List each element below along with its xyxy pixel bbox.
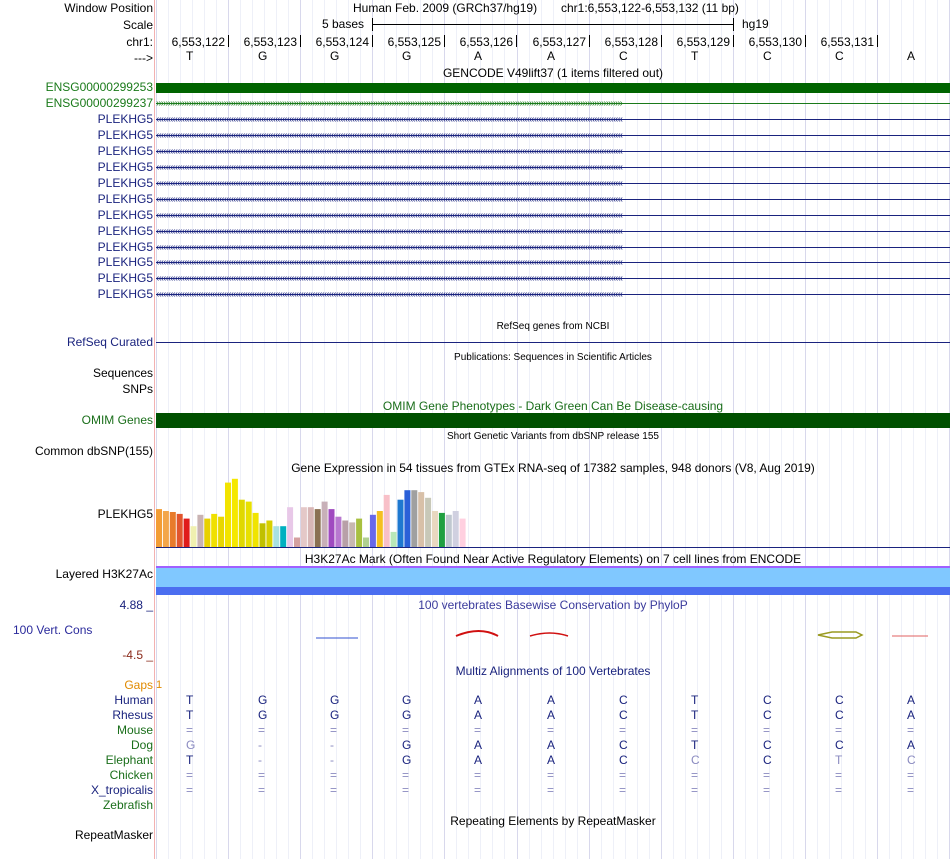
alignment-base: = [619, 783, 627, 797]
alignment-base: G [402, 708, 412, 722]
alignment-base: = [186, 768, 194, 782]
gtex-bar[interactable] [432, 511, 438, 547]
conservation-title[interactable]: 100 vertebrates Basewise Conservation by PhyloP [418, 598, 688, 612]
multiz-title[interactable]: Multiz Alignments of 100 Vertebrates [455, 664, 651, 678]
gencode-intron-line [156, 278, 950, 279]
alignment-base: T [691, 738, 699, 752]
gtex-bar[interactable] [308, 507, 314, 547]
coord-tick [589, 35, 590, 47]
alignment-base: = [547, 723, 555, 737]
gencode-intron-line [156, 135, 950, 136]
gtex-bar[interactable] [266, 521, 272, 548]
gtex-gene-label[interactable]: PLEKHG5 [97, 507, 153, 521]
fine-gridline [613, 0, 614, 859]
alignment-base: T [835, 753, 843, 767]
gencode-item-label[interactable]: PLEKHG5 [97, 287, 153, 301]
gtex-bar[interactable] [273, 526, 279, 547]
coord-tick [300, 35, 301, 47]
gtex-bar[interactable] [232, 479, 238, 547]
repeatmasker-label[interactable]: RepeatMasker [74, 828, 153, 842]
fine-gridline [504, 0, 505, 859]
gencode-item-label[interactable]: PLEKHG5 [97, 160, 153, 174]
scale-bar [372, 24, 733, 25]
gtex-bar[interactable] [260, 523, 266, 547]
fine-gridline [492, 0, 493, 859]
alignment-base: C [835, 708, 844, 722]
coord-label: 6,553,126 [459, 35, 513, 49]
coord-label: 6,553,130 [748, 35, 802, 49]
base-letter[interactable]: A [474, 49, 483, 63]
alignment-base: C [763, 693, 772, 707]
alignment-base: = [330, 723, 338, 737]
alignment-base: = [907, 783, 915, 797]
fine-gridline [240, 0, 241, 859]
gencode-item-label[interactable]: ENSG00000299237 [45, 96, 153, 110]
fine-gridline [601, 0, 602, 859]
fine-gridline [637, 0, 638, 859]
gtex-bar[interactable] [329, 509, 335, 547]
gencode-intron-reverse[interactable] [156, 195, 950, 204]
assembly-title: Human Feb. 2009 (GRCh37/hg19) [353, 1, 538, 15]
alignment-base: - [330, 753, 334, 767]
gtex-bar[interactable] [225, 483, 231, 547]
gtex-bar[interactable] [398, 500, 404, 547]
gtex-bar[interactable] [322, 502, 328, 547]
conservation-min-label: -4.5 _ [122, 648, 153, 662]
coord-tick [372, 35, 373, 47]
alignment-base: C [835, 738, 844, 752]
chrom-label: chr1: [126, 35, 153, 49]
refseq-line[interactable] [156, 342, 950, 343]
gencode-intron-line [156, 262, 950, 263]
gtex-bar[interactable] [246, 502, 252, 547]
base-letter[interactable]: G [258, 49, 268, 63]
gtex-bar-chart[interactable] [156, 476, 950, 550]
gencode-intron-line [156, 247, 950, 248]
alignment-base: T [186, 708, 194, 722]
coord-tick [733, 35, 734, 47]
fine-gridline [757, 0, 758, 859]
coord-label: 6,553,122 [171, 35, 225, 49]
alignment-base: A [474, 738, 483, 752]
gtex-bar[interactable] [370, 515, 376, 547]
coord-label: 6,553,129 [676, 35, 730, 49]
gencode-item-label[interactable]: PLEKHG5 [97, 208, 153, 222]
alignment-base: C [691, 753, 700, 767]
alignment-base: = [330, 768, 338, 782]
fine-gridline [745, 0, 746, 859]
alignment-base: T [186, 753, 194, 767]
gencode-item-label[interactable]: PLEKHG5 [97, 192, 153, 206]
gencode-intron-line [156, 294, 950, 295]
fine-gridline [204, 0, 205, 859]
alignment-base: - [258, 753, 262, 767]
fine-gridline [901, 0, 902, 859]
gtex-bar[interactable] [356, 519, 362, 547]
gtex-bar[interactable] [349, 522, 355, 547]
alignment-base: G [402, 753, 412, 767]
alignment-base: = [691, 768, 699, 782]
gencode-intron-reverse[interactable] [156, 211, 950, 220]
gtex-bar[interactable] [335, 517, 341, 547]
alignment-base: - [330, 738, 334, 752]
alignment-base: = [474, 783, 482, 797]
fine-gridline [541, 0, 542, 859]
refseq-title[interactable]: RefSeq genes from NCBI [496, 321, 610, 332]
gtex-bar[interactable] [280, 526, 286, 547]
alignment-base: T [691, 693, 699, 707]
assembly-short: hg19 [742, 17, 769, 31]
gencode-item-label[interactable]: PLEKHG5 [97, 271, 153, 285]
fine-gridline [288, 0, 289, 859]
alignment-base: G [402, 693, 412, 707]
conservation-plot[interactable] [156, 620, 950, 650]
gencode-intron-reverse[interactable] [156, 258, 950, 267]
gtex-bar[interactable] [404, 490, 410, 547]
gencode-intron-line [156, 215, 950, 216]
gencode-intron-line [156, 151, 950, 152]
alignment-base: = [691, 723, 699, 737]
track-sidebar-divider [154, 0, 155, 859]
coord-tick [877, 35, 878, 47]
fine-gridline [829, 0, 830, 859]
coord-label: 6,553,123 [243, 35, 297, 49]
fine-gridline [853, 0, 854, 859]
fine-gridline [649, 0, 650, 859]
omim-label[interactable]: OMIM Genes [81, 413, 153, 427]
gtex-baseline [156, 547, 950, 548]
gencode-intron-line [156, 183, 950, 184]
alignment-base: = [619, 768, 627, 782]
gtex-bar[interactable] [287, 507, 293, 547]
gencode-item-label[interactable]: ENSG00000299253 [45, 80, 153, 94]
gtex-bar[interactable] [170, 512, 176, 547]
position-text[interactable]: chr1:6,553,122-6,553,132 (11 bp) [561, 1, 739, 15]
alignment-base: A [474, 708, 483, 722]
alignment-base: C [763, 753, 772, 767]
gtex-bar[interactable] [439, 513, 445, 547]
h3k27ac-layer-main[interactable] [156, 568, 950, 587]
species-label[interactable]: Chicken [109, 768, 153, 782]
alignment-base: C [619, 753, 628, 767]
base-letter[interactable]: A [547, 49, 556, 63]
alignment-base: = [691, 783, 699, 797]
direction-label: ---> [134, 51, 153, 65]
fine-gridline [456, 0, 457, 859]
coord-tick [516, 35, 517, 47]
gtex-bar[interactable] [294, 538, 300, 548]
alignment-base: = [258, 783, 266, 797]
gencode-intron-line [156, 167, 950, 168]
gencode-intron-reverse[interactable] [156, 274, 950, 283]
gencode-intron-reverse[interactable] [156, 227, 950, 236]
fine-gridline [180, 0, 181, 859]
base-letter[interactable]: T [186, 49, 194, 63]
gencode-intron-reverse[interactable] [156, 243, 950, 252]
base-gridline [300, 0, 301, 859]
alignment-base: = [619, 723, 627, 737]
fine-gridline [468, 0, 469, 859]
fine-gridline [781, 0, 782, 859]
alignment-base: A [547, 753, 556, 767]
gencode-item-label[interactable]: PLEKHG5 [97, 240, 153, 254]
gaps-marker: 1 [156, 679, 163, 691]
alignment-base: A [474, 753, 483, 767]
gtex-bar[interactable] [239, 500, 245, 547]
species-label[interactable]: Zebrafish [102, 798, 153, 812]
alignment-base: A [907, 693, 916, 707]
base-gridline [589, 0, 590, 859]
gtex-bar[interactable] [391, 532, 397, 547]
fine-gridline [529, 0, 530, 859]
gtex-bar[interactable] [342, 521, 348, 548]
gencode-item-label[interactable]: PLEKHG5 [97, 144, 153, 158]
alignment-base: = [402, 723, 410, 737]
gencode-item-label[interactable]: PLEKHG5 [97, 176, 153, 190]
alignment-base: C [619, 738, 628, 752]
alignment-base: = [763, 723, 771, 737]
alignment-base: G [258, 693, 268, 707]
alignment-base: C [763, 708, 772, 722]
alignment-base: G [402, 738, 412, 752]
fine-gridline [673, 0, 674, 859]
fine-gridline [348, 0, 349, 859]
alignment-base: A [907, 738, 916, 752]
snps-label[interactable]: SNPs [122, 382, 153, 396]
scale-bar-label: 5 bases [322, 17, 365, 31]
gtex-bar[interactable] [211, 514, 217, 547]
gtex-bar[interactable] [363, 538, 369, 548]
fine-gridline [685, 0, 686, 859]
base-letter[interactable]: G [402, 49, 412, 63]
alignment-base: A [547, 738, 556, 752]
species-label[interactable]: Mouse [116, 723, 153, 737]
fine-gridline [709, 0, 710, 859]
fine-gridline [937, 0, 938, 859]
gtex-bar[interactable] [204, 519, 210, 547]
gencode-intron-reverse[interactable] [156, 131, 950, 140]
base-gridline [228, 0, 229, 859]
base-gridline [517, 0, 518, 859]
gtex-bar[interactable] [184, 519, 190, 547]
species-label[interactable]: Rhesus [112, 708, 153, 722]
gencode-intron-reverse[interactable] [156, 147, 950, 156]
sequences-label[interactable]: Sequences [92, 366, 153, 380]
fine-gridline [925, 0, 926, 859]
base-letter[interactable]: A [907, 49, 916, 63]
coord-label: 6,553,127 [532, 35, 586, 49]
fine-gridline [276, 0, 277, 859]
alignment-base: T [186, 693, 194, 707]
fine-gridline [252, 0, 253, 859]
alignment-base: G [330, 708, 340, 722]
omim-title[interactable]: OMIM Gene Phenotypes - Dark Green Can Be Disease-causing [382, 399, 724, 413]
alignment-base: = [835, 723, 843, 737]
fine-gridline [817, 0, 818, 859]
alignment-base: - [258, 738, 262, 752]
alignment-base: = [763, 768, 771, 782]
alignment-base: = [835, 768, 843, 782]
gencode-intron-line [156, 103, 950, 104]
base-letter[interactable]: C [835, 49, 844, 63]
h3k27ac-title[interactable]: H3K27Ac Mark (Often Found Near Active Regulatory Elements) on 7 cell lines from ENCODE [304, 552, 802, 566]
fine-gridline [324, 0, 325, 859]
coord-label: 6,553,124 [315, 35, 369, 49]
base-letter[interactable]: C [763, 49, 772, 63]
base-gridline [877, 0, 878, 859]
fine-gridline [168, 0, 169, 859]
gtex-bar[interactable] [460, 519, 466, 547]
species-label[interactable]: X_tropicalis [90, 783, 153, 797]
gencode-intron-reverse[interactable] [156, 115, 950, 124]
alignment-base: = [763, 783, 771, 797]
gtex-bar[interactable] [377, 511, 383, 547]
base-letter[interactable]: G [330, 49, 340, 63]
fine-gridline [721, 0, 722, 859]
gencode-intron-line [156, 119, 950, 120]
alignment-base: = [330, 783, 338, 797]
gtex-bar[interactable] [253, 513, 259, 547]
alignment-base: = [547, 768, 555, 782]
alignment-base: C [835, 693, 844, 707]
gtex-bar[interactable] [301, 507, 307, 547]
base-gridline [372, 0, 373, 859]
fine-gridline [432, 0, 433, 859]
species-label[interactable]: Dog [130, 738, 153, 752]
base-gridline [444, 0, 445, 859]
alignment-base: = [907, 768, 915, 782]
alignment-base: C [619, 693, 628, 707]
gencode-item-label[interactable]: PLEKHG5 [97, 255, 153, 269]
fine-gridline [889, 0, 890, 859]
alignment-base: G [258, 708, 268, 722]
gtex-bar[interactable] [418, 492, 424, 547]
alignment-base: = [474, 768, 482, 782]
fine-gridline [577, 0, 578, 859]
gencode-intron-line [156, 199, 950, 200]
scale-bar-left-tick [372, 18, 373, 31]
base-gridline [733, 0, 734, 859]
publications-title[interactable]: Publications: Sequences in Scientific Articles [454, 352, 652, 363]
gtex-bar[interactable] [425, 498, 431, 547]
refseq-label[interactable]: RefSeq Curated [66, 335, 153, 349]
coord-tick [228, 35, 229, 47]
gtex-bar[interactable] [446, 515, 452, 547]
fine-gridline [312, 0, 313, 859]
gtex-bar[interactable] [197, 515, 203, 547]
alignment-base: = [186, 783, 194, 797]
alignment-base: = [186, 723, 194, 737]
alignment-base: = [402, 768, 410, 782]
fine-gridline [360, 0, 361, 859]
conservation-max-label: 4.88 _ [119, 598, 153, 612]
gencode-item-label[interactable]: PLEKHG5 [97, 128, 153, 142]
base-letter[interactable]: C [619, 49, 628, 63]
species-label[interactable]: Elephant [105, 753, 153, 767]
gtex-title[interactable]: Gene Expression in 54 tissues from GTEx RNA-seq of 17382 samples, 948 donors (V8, Aug 2019) [291, 461, 815, 475]
gtex-bar[interactable] [156, 509, 162, 547]
coord-label: 6,553,131 [820, 35, 874, 49]
scale-bar-right-tick [733, 18, 734, 31]
gtex-bar[interactable] [411, 490, 417, 547]
gtex-bar[interactable] [315, 509, 321, 547]
repeatmasker-title[interactable]: Repeating Elements by RepeatMasker [450, 814, 656, 828]
gencode-intron-reverse[interactable] [156, 179, 950, 188]
dbsnp-label[interactable]: Common dbSNP(155) [34, 444, 153, 458]
base-gridline [661, 0, 662, 859]
alignment-base: C [907, 753, 916, 767]
gtex-bar[interactable] [177, 514, 183, 547]
fine-gridline [793, 0, 794, 859]
gaps-label[interactable]: Gaps [124, 678, 153, 692]
fine-gridline [216, 0, 217, 859]
fine-gridline [865, 0, 866, 859]
h3k27ac-layer-bottom[interactable] [156, 587, 950, 595]
base-gridline [805, 0, 806, 859]
fine-gridline [384, 0, 385, 859]
alignment-base: G [186, 738, 196, 752]
dbsnp-title[interactable]: Short Genetic Variants from dbSNP release 155 [447, 431, 659, 442]
alignment-base: A [547, 693, 556, 707]
gtex-bar[interactable] [384, 495, 390, 547]
alignment-base: = [258, 723, 266, 737]
gencode-intron-reverse[interactable] [156, 163, 950, 172]
alignment-base: = [547, 783, 555, 797]
alignment-base: T [691, 708, 699, 722]
alignment-base: G [330, 693, 340, 707]
gencode-exon-bar[interactable] [156, 83, 950, 93]
alignment-base: A [547, 708, 556, 722]
species-label[interactable]: Human [114, 693, 153, 707]
window-position-label: Window Position [64, 1, 153, 15]
scale-label: Scale [122, 18, 153, 32]
fine-gridline [420, 0, 421, 859]
omim-feature[interactable] [156, 413, 950, 428]
gencode-intron-line [156, 231, 950, 232]
alignment-base: = [402, 783, 410, 797]
coord-label: 6,553,125 [387, 35, 441, 49]
alignment-base: C [763, 738, 772, 752]
alignment-base: C [619, 708, 628, 722]
gencode-intron-reverse[interactable] [156, 290, 950, 299]
h3k27ac-label[interactable]: Layered H3K27Ac [55, 567, 153, 581]
gtex-bar[interactable] [218, 517, 224, 547]
alignment-base: = [907, 723, 915, 737]
coord-tick [661, 35, 662, 47]
conservation-label[interactable]: 100 Vert. Cons [13, 623, 93, 637]
fine-gridline [565, 0, 566, 859]
coord-tick [805, 35, 806, 47]
alignment-base: A [474, 693, 483, 707]
gtex-bar[interactable] [191, 526, 197, 547]
alignment-base: = [835, 783, 843, 797]
gencode-intron-forward[interactable] [156, 99, 950, 108]
gtex-bar[interactable] [163, 511, 169, 547]
alignment-base: A [907, 708, 916, 722]
fine-gridline [396, 0, 397, 859]
coord-label: 6,553,128 [604, 35, 658, 49]
alignment-base: = [258, 768, 266, 782]
base-gridline [156, 0, 157, 859]
gencode-item-label[interactable]: PLEKHG5 [97, 112, 153, 126]
gencode-item-label[interactable]: PLEKHG5 [97, 224, 153, 238]
base-letter[interactable]: T [691, 49, 699, 63]
coord-tick [444, 35, 445, 47]
gtex-bar[interactable] [453, 511, 459, 547]
alignment-base: = [474, 723, 482, 737]
gencode-title[interactable]: GENCODE V49lift37 (1 items filtered out) [442, 66, 664, 80]
